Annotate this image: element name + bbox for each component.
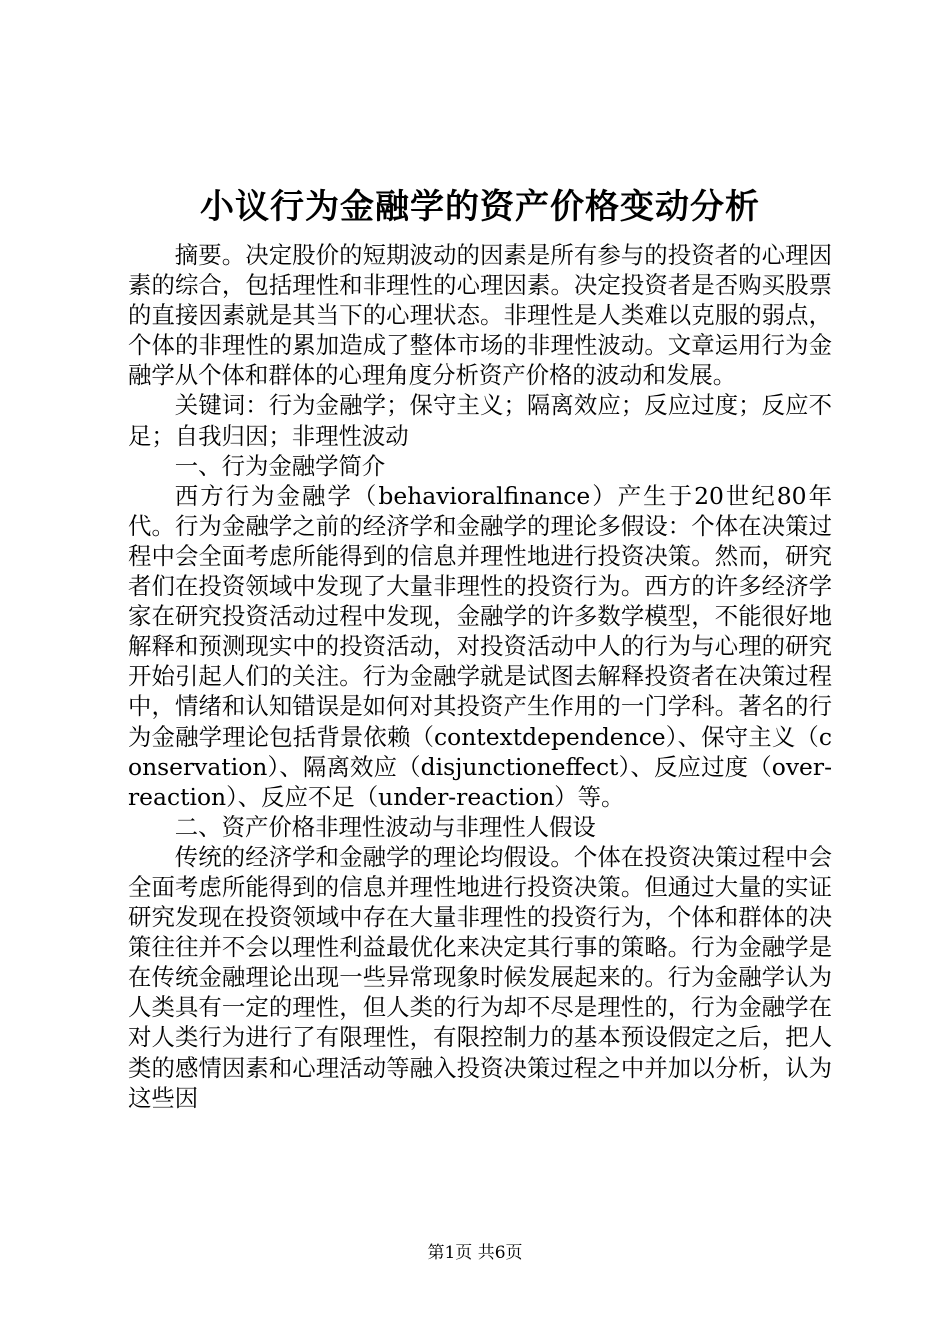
- document-title: 小议行为金融学的资产价格变动分析: [200, 187, 760, 227]
- keywords-paragraph: 关键词：行为金融学；保守主义；隔离效应；反应过度；反应不足；自我归因；非理性波动: [128, 391, 832, 450]
- document-page: [128, 180, 832, 1113]
- abstract-paragraph: 摘要。决定股价的短期波动的因素是所有参与的投资者的心理因素的综合，包括理性和非理性的心理因素。决定投资者是否购买股票的直接因素就是其当下的心理状态。非理性是人类难以克服的弱点，个体的非理性的累加造成了整体市场的非理性波动。文章运用行为金融学从个体和群体的心理角度分析资产价格的波动和发展。: [128, 241, 832, 390]
- section-asset-price-paragraph: 传统的经济学和金融学的理论均假设。个体在投资决策过程中会全面考虑所能得到的信息并理性地进行投资决策。但通过大量的实证研究发现在投资领域中存在大量非理性的投资行为，个体和群体的决策往往并不会以理性利益最优化来决定其行事的策略。行为金融学是在传统金融理论出现一些异常现象时候发展起来的。行为金融学认为人类具有一定的理性，但人类的行为却不尽是理性的，行为金融学在对人类行为进行了有限理性，有限控制力的基本预设假定之后，把人类的感情因素和心理活动等融入投资决策过程之中并加以分析，认为这些因: [128, 842, 832, 1112]
- section-heading-asset-price: 二、资产价格非理性波动与非理性人假设: [174, 812, 596, 841]
- page-number-footer: 第1页 共6页: [427, 1243, 523, 1263]
- section-heading-intro: 一、行为金融学简介: [174, 451, 386, 480]
- section-intro-paragraph: 西方行为金融学（behavioralfinance）产生于20世纪80年代。行为金融学之前的经济学和金融学的理论多假设：个体在决策过程中会全面考虑所能得到的信息并理性地进行投资决策。然而，研究者们在投资领域中发现了大量非理性的投资行为。西方的许多经济学家在研究投资活动过程中发现，金融学的许多数学模型，不能很好地解释和预测现实中的投资活动，对投资活动中人的行为与心理的研究开始引起人们的关注。行为金融学就是试图去解释投资者在决策过程中，情绪和认知错误是如何对其投资产生作用的一门学科。著名的行为金融学理论包括背景依赖（contextdependence）、保守主义（conservation）、隔离效应（disjunctioneffect）、反应过度（over-reaction）、反应不足（under-reaction）等。: [128, 481, 832, 811]
